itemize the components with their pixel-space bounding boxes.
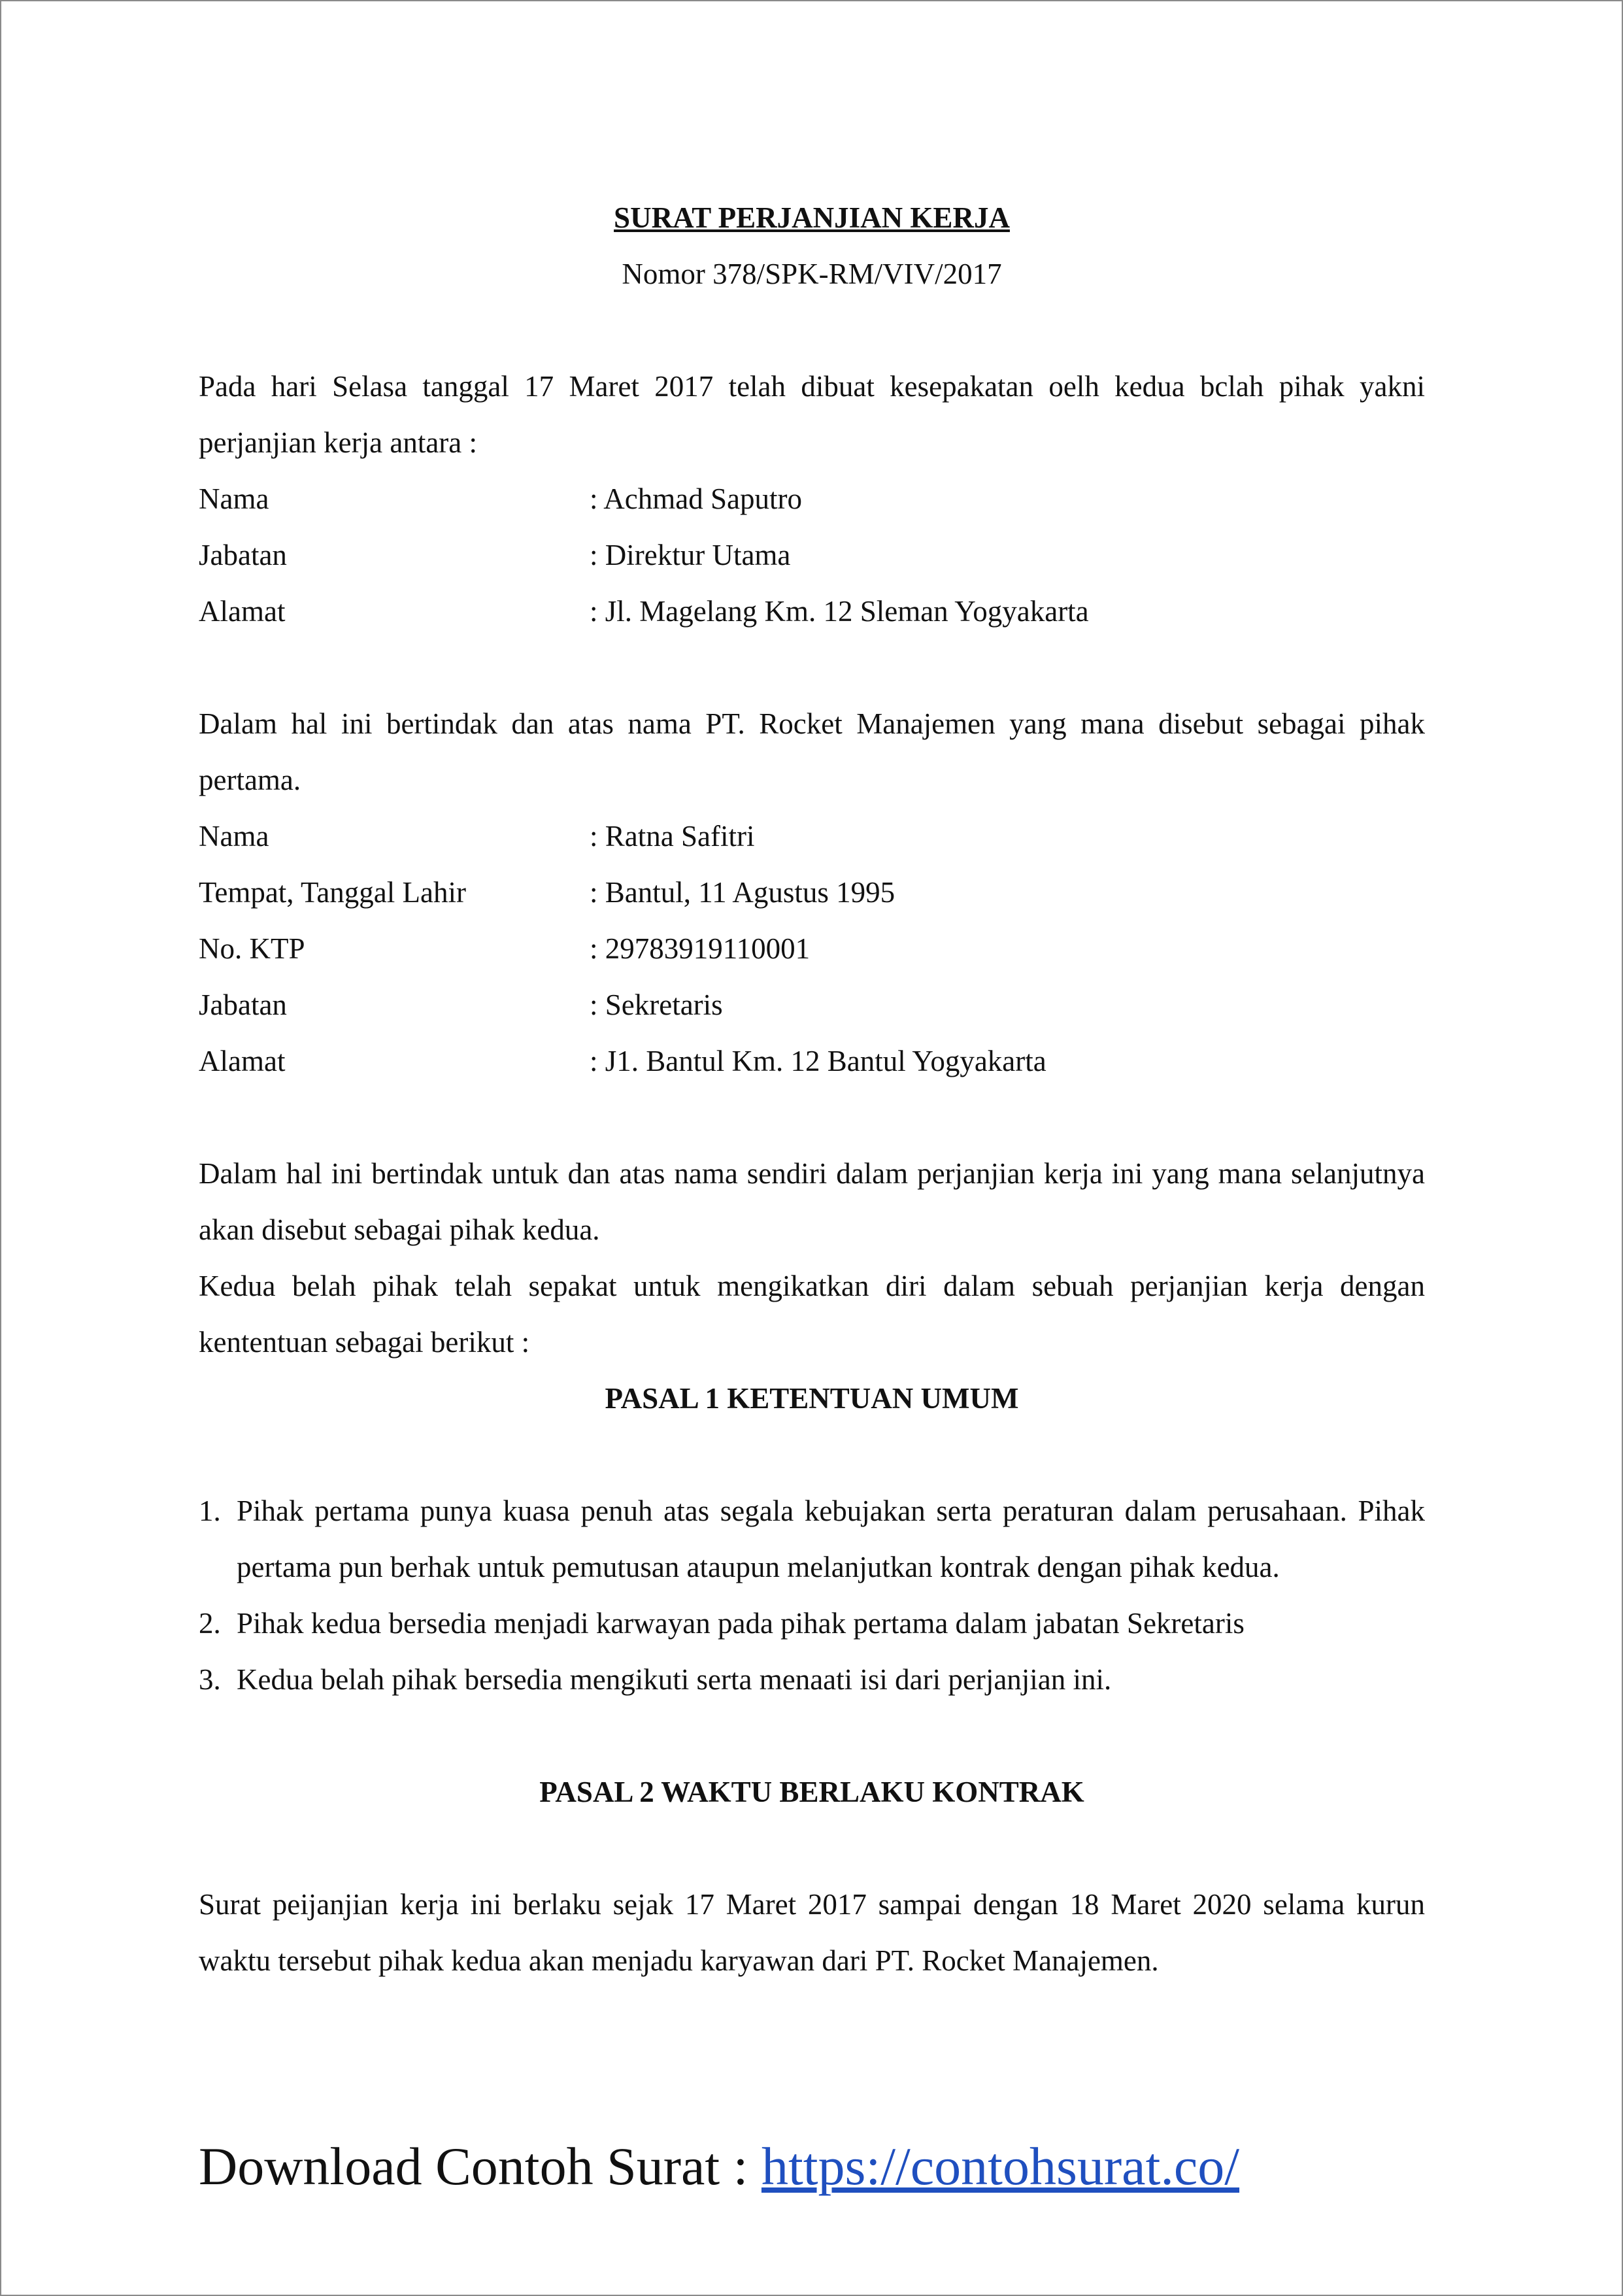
pasal2-heading: PASAL 2 WAKTU BERLAKU KONTRAK	[539, 1776, 1084, 1808]
field-value: : Direktur Utama	[590, 539, 791, 571]
field-value: : Achmad Saputro	[590, 482, 802, 515]
party2-details	[199, 808, 1425, 1089]
party2-note: Dalam hal ini bertindak untuk dan atas nama sendiri dalam perjanjian kerja ini yang mana selanjutnya akan disebut sebagai pihak kedua.	[199, 1157, 1425, 1246]
party2-row-address	[199, 1033, 1425, 1089]
field-label: Nama	[199, 482, 269, 515]
list-text: Pihak pertama punya kuasa penuh atas segala kebujakan serta peraturan dalam perusahaan. Pihak pertama pun berhak untuk pemutusan ataupun melanjutkan kontrak dengan pihak kedua.	[237, 1494, 1425, 1583]
letter-number: Nomor 378/SPK-RM/VIV/2017	[622, 258, 1002, 290]
pasal2-paragraph: Surat peijanjian kerja ini berlaku sejak 17 Maret 2017 sampai dengan 18 Maret 2020 selama kurun waktu tersebut pihak kedua akan menjadu karyawan dari PT. Rocket Manajemen.	[199, 1888, 1425, 1977]
agreement-paragraph: Kedua belah pihak telah sepakat untuk mengikatkan diri dalam sebuah perjanjian kerja dengan kententuan sebagai berikut :	[199, 1270, 1425, 1359]
list-item	[199, 1483, 1425, 1595]
list-number: 1.	[199, 1494, 221, 1527]
list-text: Pihak kedua bersedia menjadi karwayan pada pihak pertama dalam jabatan Sekretaris	[237, 1607, 1245, 1640]
field-value: : J1. Bantul Km. 12 Bantul Yogyakarta	[590, 1045, 1046, 1077]
field-label: Alamat	[199, 595, 286, 628]
party2-row-ktp	[199, 920, 1425, 977]
field-value: : Ratna Safitri	[590, 820, 755, 853]
field-label: Alamat	[199, 1045, 286, 1077]
field-label: No. KTP	[199, 932, 305, 965]
party1-row-address	[199, 583, 1425, 639]
party2-row-name	[199, 808, 1425, 864]
download-link[interactable]: https://contohsurat.co/	[761, 2136, 1240, 2196]
field-value: : Jl. Magelang Km. 12 Sleman Yogyakarta	[590, 595, 1089, 628]
field-label: Tempat, Tanggal Lahir	[199, 876, 466, 909]
pasal1-list	[199, 1483, 1425, 1708]
party1-note: Dalam hal ini bertindak dan atas nama PT. Rocket Manajemen yang mana disebut sebagai pihak pertama.	[199, 707, 1425, 796]
list-item	[199, 1595, 1425, 1651]
party1-row-name	[199, 471, 1425, 527]
party1-row-position	[199, 527, 1425, 583]
list-item	[199, 1651, 1425, 1708]
list-number: 2.	[199, 1607, 221, 1640]
party2-row-birth	[199, 864, 1425, 920]
list-number: 3.	[199, 1663, 221, 1696]
party1-details	[199, 471, 1425, 639]
field-value: : 29783919110001	[590, 932, 811, 965]
download-footer	[199, 2134, 1239, 2199]
field-label: Jabatan	[199, 988, 287, 1021]
party2-row-position	[199, 977, 1425, 1033]
list-text: Kedua belah pihak bersedia mengikuti serta menaati isi dari perjanjian ini.	[237, 1663, 1112, 1696]
pasal1-heading: PASAL 1 KETENTUAN UMUM	[605, 1382, 1019, 1415]
field-value: : Bantul, 11 Agustus 1995	[590, 876, 895, 909]
letter-body	[199, 190, 1425, 1989]
letter-title: SURAT PERJANJIAN KERJA	[614, 201, 1010, 234]
intro-paragraph: Pada hari Selasa tanggal 17 Maret 2017 telah dibuat kesepakatan oelh kedua bclah pihak yakni perjanjian kerja antara :	[199, 370, 1425, 459]
field-label: Jabatan	[199, 539, 287, 571]
footer-prefix: Download Contoh Surat :	[199, 2136, 761, 2196]
field-label: Nama	[199, 820, 269, 853]
field-value: : Sekretaris	[590, 988, 723, 1021]
